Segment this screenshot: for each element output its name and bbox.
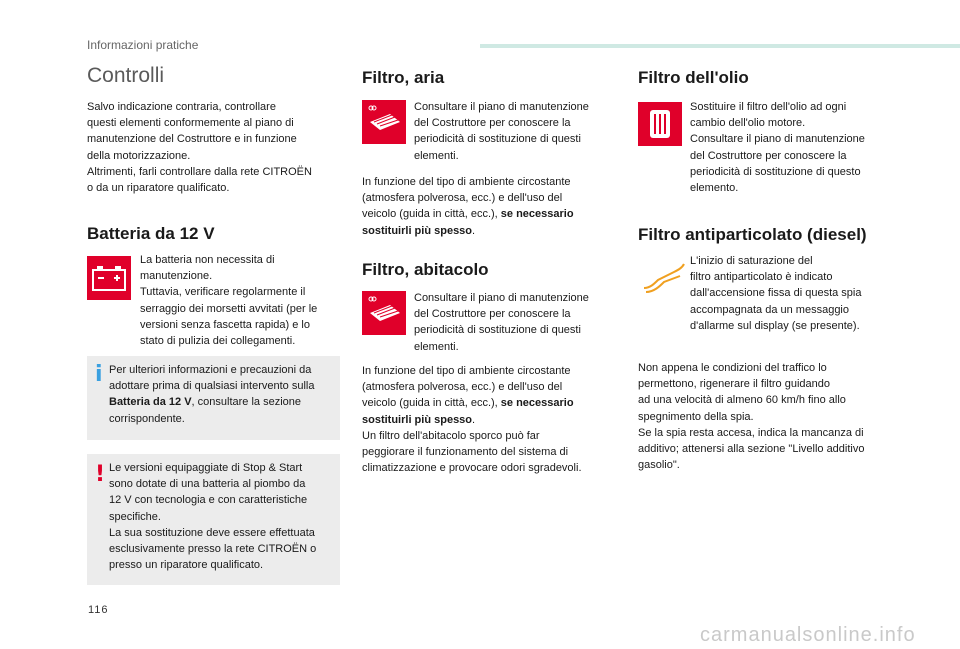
oil-filter-text: Sostituire il filtro dell'olio ad ogni cambio dell'olio motore. Consultare il piano di manutenzione del Costruttore per conoscere la periodicità di sostituzione di questo elemento. [690, 101, 865, 195]
particle-filter-heading: Filtro antiparticolato (diesel) [638, 225, 867, 244]
air-filter-icon [362, 100, 406, 144]
cabin-filter-environment: In funzione del tipo di ambiente circostante (atmosfera polverosa, ecc.) e dell'uso del veicolo (guida in città, ecc.), se necessario sostituirli più spesso. Un filtro dell'abitacolo sporco può far peggiorare il funzionamento del sistema di climatizzazione e provocare odori sgradevoli. [362, 365, 582, 475]
battery-text: La batteria non necessita di manutenzione. Tuttavia, verificare regolarmente il serraggio dei morsetti avvitati (per le versioni senza fascetta rapida) e lo stato di pulizia dei collegamenti. [140, 254, 318, 348]
cabin-filter-heading: Filtro, abitacolo [362, 260, 489, 279]
air-filter-text: Consultare il piano di manutenzione del Costruttore per conoscere la periodicità di sostituzione di questi elementi. [414, 101, 589, 162]
particle-filter-instructions: Non appena le condizioni del traffico lo permettono, rigenerare il filtro guidando ad una velocità di almeno 60 km/h fino allo spegnimento della spia. Se la spia resta accesa, indica la mancanza di additivo; attenersi alla sezione "Livello additivo gasolio". [638, 362, 865, 472]
particle-filter-warning-icon [640, 258, 690, 298]
air-filter-environment: In funzione del tipo di ambiente circostante (atmosfera polverosa, ecc.) e dell'uso del veicolo (guida in città, ecc.), se necessario sostituirli più spesso. [362, 176, 574, 237]
info-icon: i [95, 362, 103, 387]
oil-filter-heading: Filtro dell'olio [638, 68, 749, 87]
header-bar [480, 44, 960, 48]
oil-filter-icon [638, 102, 682, 146]
intro-text: Salvo indicazione contraria, controllare questi elementi conformemente al piano di manutenzione del Costruttore e in funzione della motorizzazione. Altrimenti, farli controllare dalla rete CITROËN o da un riparatore qualificato. [87, 101, 312, 195]
cabin-filter-text: Consultare il piano di manutenzione del Costruttore per conoscere la periodicità di sostituzione di questi elementi. [414, 292, 589, 353]
air-filter-heading: Filtro, aria [362, 68, 445, 87]
running-header: Informazioni pratiche [87, 38, 199, 52]
battery-heading: Batteria da 12 V [87, 224, 215, 243]
particle-filter-text: L'inizio di saturazione del filtro antiparticolato è indicato dall'accensione fissa di questa spia accompagnata da un messaggio d'allarme sul display (se presente). [690, 255, 862, 332]
warning-icon: ! [95, 462, 106, 487]
page-title: Controlli [87, 64, 165, 87]
info-note: i Per ulteriori informazioni e precauzioni da adottare prima di qualsiasi intervento sulla Batteria da 12 V, consultare la sezione corrispondente. [87, 356, 340, 440]
watermark: carmanualsonline.info [700, 624, 916, 646]
cabin-filter-icon [362, 291, 406, 335]
page-number: 116 [88, 604, 109, 616]
battery-icon [87, 256, 131, 300]
warning-note: ! Le versioni equipaggiate di Stop & Start sono dotate di una batteria al piombo da 12 V con tecnologia e con caratteristiche specifiche. La sua sostituzione deve essere effettuata esclusivamente presso la rete CITROËN o presso un riparatore qualificato. [87, 454, 340, 585]
